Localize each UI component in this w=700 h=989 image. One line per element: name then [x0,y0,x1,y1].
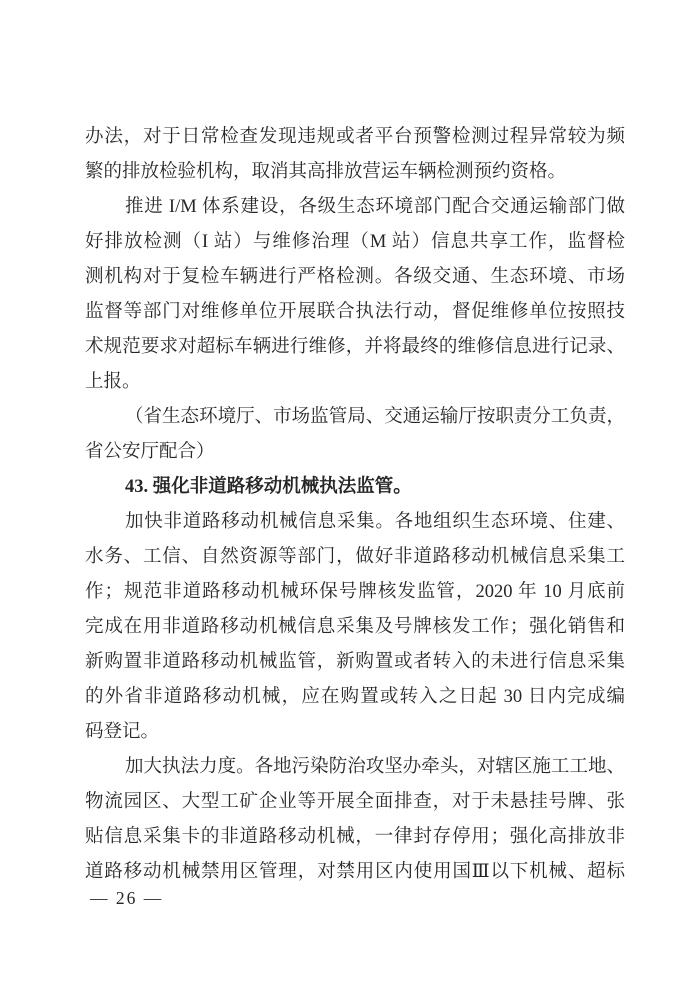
text-line: 上报。 [85,372,141,392]
paragraph [85,120,625,190]
paragraph [85,505,625,750]
page-number: — 26 — [90,888,164,908]
text-line: 完成在用非道路移动机械信息采集及号牌核发工作；强化销售和 [85,617,625,637]
text-line: 监督等部门对维修单位开展联合执法行动，督促维修单位按照技 [85,302,625,322]
text-line: 作；规范非道路移动机械环保号牌核发监管，2020 年 10 月底前 [85,582,625,602]
text-line: 码登记。 [85,722,160,742]
paragraph [85,400,625,470]
text-line: 测机构对于复检车辆进行严格检测。各级交通、生态环境、市场 [85,267,625,287]
text-line: 办法，对于日常检查发现违规或者平台预警检测过程异常较为频 [85,127,625,147]
section-heading [85,470,625,505]
text-line: 繁的排放检验机构，取消其高排放营运车辆检测预约资格。 [85,162,567,182]
document-text-block [85,120,625,890]
paragraph [85,750,625,890]
paragraph [85,190,625,400]
text-line: 新购置非道路移动机械监管，新购置或者转入的未进行信息采集 [85,652,625,672]
text-line: 的外省非道路移动机械，应在购置或转入之日起 30 日内完成编 [85,687,625,707]
text-line: 好排放检测（I 站）与维修治理（M 站）信息共享工作，监督检 [85,232,625,252]
text-line: 贴信息采集卡的非道路移动机械，一律封存停用；强化高排放非 [85,827,625,847]
text-line: 43. 强化非道路移动机械执法监管。 [125,477,412,497]
text-line: 道路移动机械禁用区管理，对禁用区内使用国Ⅲ以下机械、超标 [85,862,625,882]
text-line: 水务、工信、自然资源等部门，做好非道路移动机械信息采集工 [85,547,625,567]
text-line: 推进 I/M 体系建设，各级生态环境部门配合交通运输部门做 [125,197,625,217]
text-line: （省生态环境厅、市场监管局、交通运输厅按职责分工负责， [125,407,625,427]
text-line: 术规范要求对超标车辆进行维修，并将最终的维修信息进行记录、 [85,337,625,357]
text-line: 物流园区、大型工矿企业等开展全面排查，对于未悬挂号牌、张 [85,792,625,812]
text-line: 加大执法力度。各地污染防治攻坚办牵头，对辖区施工工地、 [125,757,625,777]
text-line: 加快非道路移动机械信息采集。各地组织生态环境、住建、 [125,512,625,532]
text-line: 省公安厅配合） [85,442,215,462]
